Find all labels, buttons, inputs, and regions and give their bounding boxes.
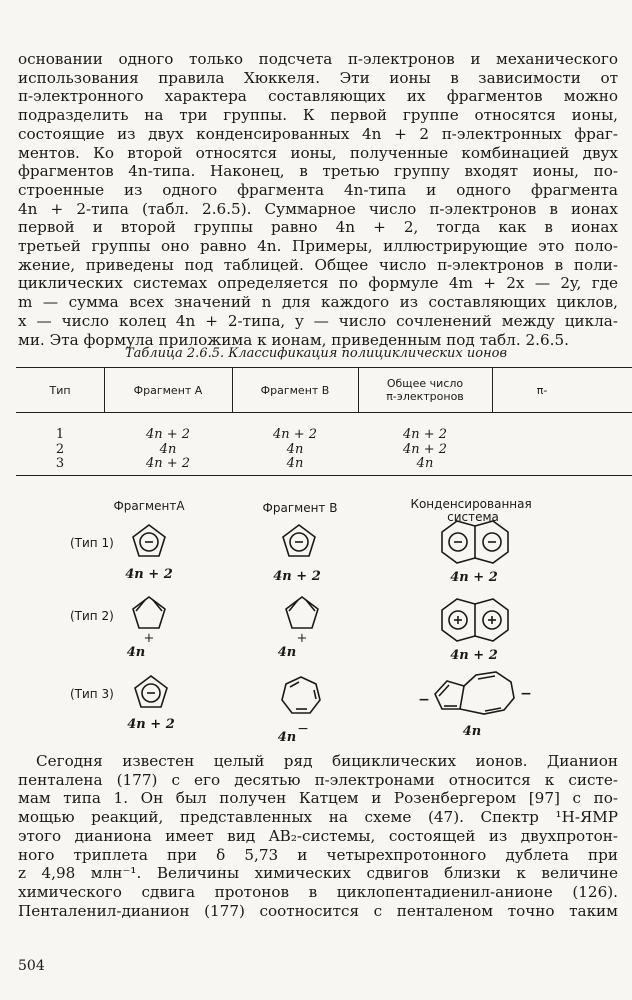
table-rule-header bbox=[16, 412, 632, 413]
azulene-type-ion bbox=[418, 672, 532, 714]
text-line: ментов. Ко второй относятся ионы, полученные комбинацией двух bbox=[18, 143, 618, 162]
cyclopentadienyl-anion bbox=[283, 525, 315, 556]
table-header-type: Тип bbox=[49, 383, 71, 397]
plus-charge: + bbox=[296, 631, 308, 646]
table-cell: 4n + 2 bbox=[272, 427, 318, 442]
paragraph-2 bbox=[18, 752, 618, 920]
formula: 4n + 2 bbox=[273, 569, 321, 584]
table-header-fragment-a: Фрагмент A bbox=[133, 383, 203, 397]
text-line: мам типа 1. Он был получен Катцем и Розенбергером [97] с по- bbox=[18, 789, 618, 808]
table-cell: 1 bbox=[55, 427, 65, 442]
pentalene-dianion bbox=[442, 521, 508, 563]
formula: 4n bbox=[462, 724, 482, 739]
ion-structures-diagram bbox=[40, 490, 600, 750]
formula: 4n bbox=[277, 645, 297, 660]
text-line: x — число колец 4n + 2-типа, y — число сочленений между цикла- bbox=[18, 311, 618, 330]
formula: 4n + 2 bbox=[450, 648, 498, 663]
table-rule-bottom bbox=[16, 475, 632, 476]
cyclopentadienyl-anion bbox=[133, 525, 165, 556]
page-number: 504 bbox=[18, 958, 45, 974]
text-line: основании одного только подсчета π-электронов и механического bbox=[18, 50, 618, 68]
minus-charge-left: − bbox=[418, 692, 430, 708]
table-cell: 2 bbox=[55, 442, 65, 457]
table-cell: 4n bbox=[286, 456, 304, 471]
table-cell: 4n bbox=[286, 442, 304, 457]
text-line: использования правила Хюккеля. Эти ионы в зависимости от bbox=[18, 68, 618, 87]
table-cell: 4n bbox=[416, 456, 434, 471]
row-label-type1: (Тип 1) bbox=[70, 536, 114, 550]
text-line: m — сумма всех значений n для каждого из составляющих циклов, bbox=[18, 293, 618, 312]
minus-charge-right: − bbox=[520, 686, 532, 702]
col-header-condensed-line2: система bbox=[447, 510, 499, 524]
cyclopentadienyl-cation bbox=[133, 597, 165, 646]
table-caption: Таблица 2.6.5. Классификация полициклических ионов bbox=[124, 346, 508, 361]
col-header-fragment-b: Фрагмент B bbox=[262, 501, 338, 515]
text-line: третьей группы оно равно 4n. Примеры, иллюстрирующие это поло- bbox=[18, 237, 618, 256]
text-line: z 4,98 млн⁻¹. Величины химических сдвигов близки к величине bbox=[18, 864, 618, 883]
table-header-fragment-b: Фрагмент B bbox=[260, 383, 330, 397]
text-line: Пенталенил-дианион (177) соотносится с пенталеном точно таким bbox=[18, 901, 618, 920]
minus-charge: − bbox=[297, 721, 309, 737]
formula: 4n + 2 bbox=[125, 567, 173, 582]
text-line: первой и второй группы равно 4n + 2, тогда как в ионах bbox=[18, 218, 618, 237]
text-line: состоящие из двух конденсированных 4n + 2 π-электронных фраг- bbox=[18, 124, 618, 143]
formula: 4n + 2 bbox=[127, 717, 175, 732]
formula: 4n bbox=[126, 645, 146, 660]
text-line: этого дианиона имеет вид AB₂-системы, состоящей из двухпротон- bbox=[18, 826, 618, 845]
cyclopentadienyl-cation bbox=[286, 597, 318, 646]
pentalene-dication bbox=[442, 599, 508, 641]
text-line: строенные из одного фрагмента 4n-типа и одного фрагмента bbox=[18, 180, 618, 199]
paragraph-1 bbox=[18, 50, 618, 349]
formula: 4n + 2 bbox=[450, 570, 498, 585]
text-line: π-электронного характера составляющих их фрагментов можно bbox=[18, 87, 618, 106]
text-line: подразделить на три группы. К первой группе относятся ионы, bbox=[18, 106, 618, 125]
table-header-total: Общее число π-электронов bbox=[386, 377, 464, 403]
col-header-condensed bbox=[410, 497, 535, 524]
row-label-type2: (Тип 2) bbox=[70, 609, 114, 623]
col-header-condensed-line1: Конденсированная bbox=[410, 497, 532, 511]
text-line: жение, приведены под таблицей. Общее число π-электронов в поли- bbox=[18, 255, 618, 274]
table-cell: 4n + 2 bbox=[402, 442, 448, 457]
col-header-fragment-a: ФрагментA bbox=[113, 499, 185, 513]
cyclopentadienyl-anion bbox=[135, 676, 167, 707]
table-cell: 4n + 2 bbox=[402, 427, 448, 442]
formula: 4n bbox=[277, 730, 297, 745]
table-cell: 4n + 2 bbox=[145, 456, 191, 471]
cycloheptatrienyl-anion bbox=[282, 677, 320, 737]
plus-charge: + bbox=[143, 631, 155, 646]
table-cell: 4n + 2 bbox=[145, 427, 191, 442]
table-header-extra: π- bbox=[536, 383, 548, 397]
text-line: Сегодня известен целый ряд бициклических ионов. Дианион bbox=[36, 752, 618, 770]
text-line: мощью реакций, представленных на схеме (47). Спектр ¹H-ЯМР bbox=[18, 808, 618, 827]
text-line: ми. Эта формула приложима к ионам, приведенным под табл. 2.6.5. bbox=[18, 330, 569, 349]
text-line: пенталена (177) с его десятью π-электронами относится к систе- bbox=[18, 770, 618, 789]
text-line: химического сдвига протонов в циклопентадиенил-анионе (126). bbox=[18, 882, 618, 901]
text-line: фрагментов 4n-типа. Наконец, в третью группу входят ионы, по- bbox=[18, 162, 618, 181]
text-line: циклических системах определяется по формуле 4m + 2x — 2y, где bbox=[18, 274, 618, 293]
row-label-type3: (Тип 3) bbox=[70, 687, 114, 701]
text-line: ного триплета при δ 5,73 и четырехпротонного дублета при bbox=[18, 845, 618, 864]
text-line: 4n + 2-типа (табл. 2.6.5). Суммарное число π-электронов в ионах bbox=[18, 199, 618, 218]
table-cell: 4n bbox=[159, 442, 177, 457]
table-cell: 3 bbox=[55, 456, 65, 471]
